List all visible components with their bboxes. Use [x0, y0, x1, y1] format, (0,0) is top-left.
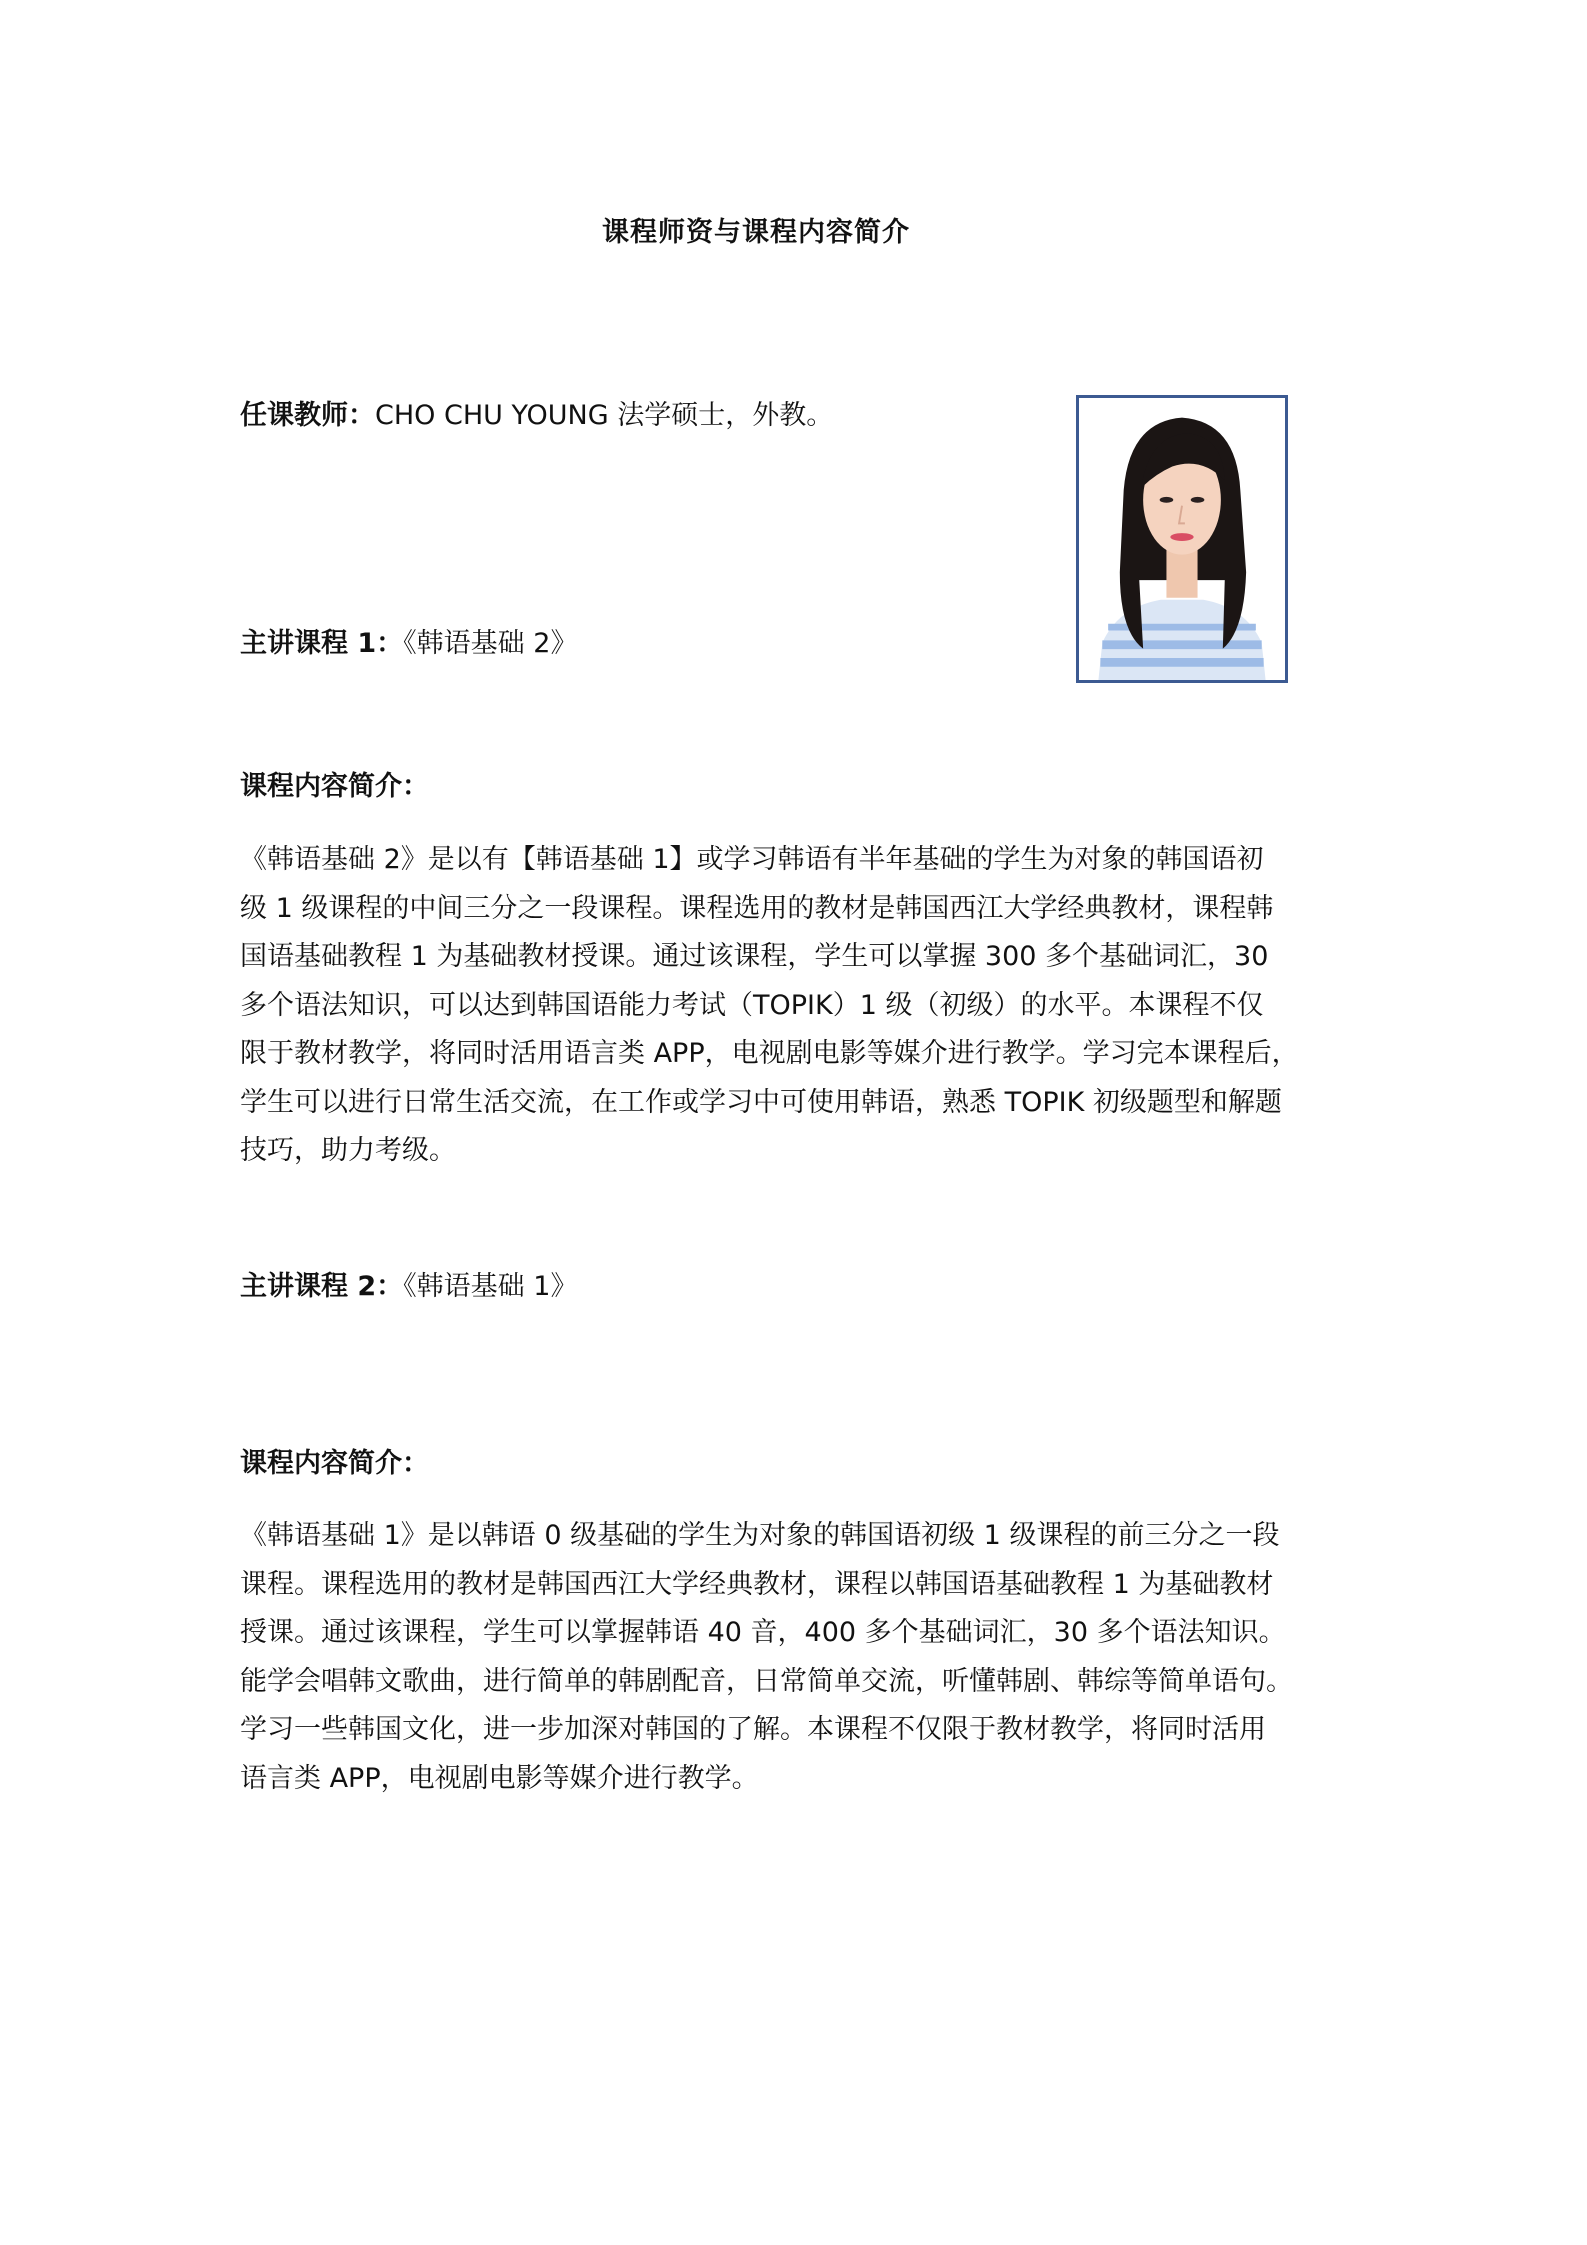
- paragraph-line: 能学会唱韩文歌曲，进行简单的韩剧配音，日常简单交流，听懂韩剧、韩综等简单语句。: [240, 1665, 1293, 1697]
- paragraph-line: 课程。课程选用的教材是韩国西江大学经典教材，课程以韩国语基础教程 1 为基础教材: [240, 1568, 1274, 1600]
- course-1-intro-paragraph: [240, 836, 1360, 1176]
- teacher-value: CHO CHU YOUNG 法学硕士，外教。: [375, 400, 834, 431]
- teacher-photo: [1076, 395, 1288, 683]
- course-1-intro-heading: 课程内容简介：: [240, 771, 429, 802]
- paragraph-line: 学生可以进行日常生活交流，在工作或学习中可使用韩语，熟悉 TOPIK 初级题型和解题: [240, 1086, 1282, 1118]
- course-2-name: 《韩语基础 1》: [403, 1271, 578, 1302]
- course-heading-1: [240, 624, 577, 664]
- course-2-intro-paragraph: [240, 1512, 1360, 1803]
- course-2-intro-heading: 课程内容简介：: [240, 1448, 429, 1479]
- course-1-name: 《韩语基础 2》: [403, 628, 578, 659]
- paragraph-line: 授课。通过该课程，学生可以掌握韩语 40 音，400 多个基础词汇，30 多个语法知识。: [240, 1617, 1286, 1648]
- teacher-label: 任课教师：: [240, 400, 375, 431]
- paragraph-line: 《韩语基础 1》是以韩语 0 级基础的学生为对象的韩国语初级 1 级课程的前三分之一段: [240, 1520, 1280, 1551]
- paragraph-line: 限于教材教学，将同时活用语言类 APP，电视剧电影等媒介进行教学。学习完本课程后，: [240, 1038, 1299, 1069]
- course-heading-2: [240, 1267, 577, 1307]
- paragraph-line: 多个语法知识，可以达到韩国语能力考试（TOPIK）1 级（初级）的水平。本课程不仅: [240, 989, 1264, 1021]
- paragraph-line: 国语基础教程 1 为基础教材授课。通过该课程，学生可以掌握 300 多个基础词汇，30: [240, 941, 1269, 972]
- paragraph-line: 《韩语基础 2》是以有【韩语基础 1】或学习韩语有半年基础的学生为对象的韩国语初: [240, 844, 1264, 875]
- paragraph-line: 级 1 级课程的中间三分之一段课程。课程选用的教材是韩国西江大学经典教材，课程韩: [240, 892, 1274, 924]
- paragraph-line: 技巧，助力考级。: [240, 1135, 456, 1166]
- teacher-line: [240, 396, 833, 436]
- course-2-label: 主讲课程 2：: [240, 1271, 404, 1302]
- paragraph-line: 学习一些韩国文化，进一步加深对韩国的了解。本课程不仅限于教材教学，将同时活用: [240, 1714, 1266, 1745]
- course-1-label: 主讲课程 1：: [240, 628, 404, 659]
- paragraph-line: 语言类 APP，电视剧电影等媒介进行教学。: [240, 1762, 759, 1794]
- page-title: 课程师资与课程内容简介: [602, 217, 910, 248]
